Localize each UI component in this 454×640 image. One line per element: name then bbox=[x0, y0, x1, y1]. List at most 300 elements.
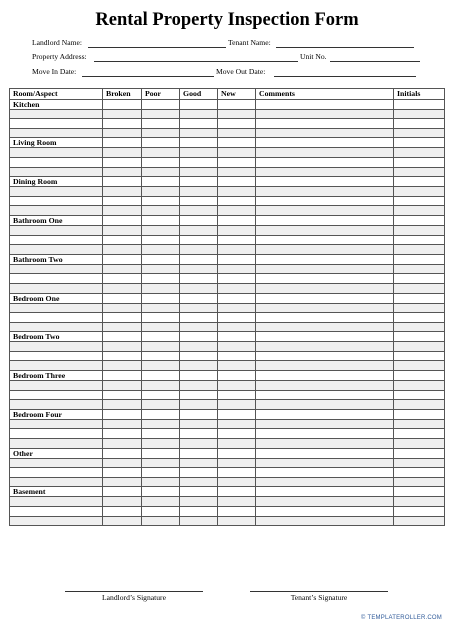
table-cell[interactable] bbox=[103, 264, 142, 274]
landlord-signature-line[interactable] bbox=[65, 591, 203, 602]
table-cell[interactable] bbox=[218, 148, 256, 158]
table-cell[interactable] bbox=[180, 409, 218, 419]
table-cell[interactable] bbox=[180, 138, 218, 148]
table-cell[interactable] bbox=[180, 254, 218, 264]
table-cell[interactable] bbox=[394, 371, 445, 381]
move-out-date-field[interactable] bbox=[216, 67, 265, 79]
table-cell[interactable] bbox=[103, 371, 142, 381]
table-cell[interactable] bbox=[142, 206, 180, 216]
table-cell[interactable] bbox=[103, 516, 142, 526]
table-cell[interactable] bbox=[180, 245, 218, 255]
table-cell[interactable] bbox=[103, 254, 142, 264]
table-cell[interactable] bbox=[103, 313, 142, 323]
table-cell[interactable] bbox=[218, 429, 256, 439]
table-cell[interactable] bbox=[218, 409, 256, 419]
table-cell[interactable] bbox=[103, 400, 142, 410]
table-cell[interactable] bbox=[218, 468, 256, 478]
table-cell[interactable] bbox=[180, 458, 218, 468]
table-cell[interactable] bbox=[218, 303, 256, 313]
table-cell[interactable] bbox=[142, 458, 180, 468]
table-cell[interactable] bbox=[394, 235, 445, 245]
table-cell[interactable] bbox=[394, 487, 445, 497]
table-cell[interactable] bbox=[142, 196, 180, 206]
table-cell[interactable] bbox=[180, 381, 218, 391]
table-cell[interactable] bbox=[256, 187, 394, 197]
table-cell[interactable] bbox=[218, 206, 256, 216]
table-cell[interactable] bbox=[180, 507, 218, 517]
table-cell[interactable] bbox=[394, 157, 445, 167]
table-cell[interactable] bbox=[180, 322, 218, 332]
table-cell[interactable] bbox=[180, 215, 218, 225]
table-cell[interactable] bbox=[142, 187, 180, 197]
table-cell[interactable] bbox=[218, 371, 256, 381]
table-cell[interactable] bbox=[103, 381, 142, 391]
table-cell[interactable] bbox=[218, 264, 256, 274]
table-cell[interactable] bbox=[180, 167, 218, 177]
table-cell[interactable] bbox=[218, 400, 256, 410]
table-cell[interactable] bbox=[218, 477, 256, 487]
move-in-date-field[interactable] bbox=[32, 67, 76, 79]
property-address-field[interactable] bbox=[32, 52, 87, 64]
table-cell[interactable] bbox=[180, 293, 218, 303]
table-cell[interactable] bbox=[218, 235, 256, 245]
table-cell[interactable] bbox=[142, 109, 180, 119]
table-cell[interactable] bbox=[218, 196, 256, 206]
table-cell[interactable] bbox=[218, 381, 256, 391]
table-cell[interactable] bbox=[394, 400, 445, 410]
table-cell[interactable] bbox=[180, 477, 218, 487]
table-cell[interactable] bbox=[256, 177, 394, 187]
table-cell[interactable] bbox=[103, 128, 142, 138]
table-cell[interactable] bbox=[180, 128, 218, 138]
table-cell[interactable] bbox=[256, 274, 394, 284]
table-cell[interactable] bbox=[103, 507, 142, 517]
table-cell[interactable] bbox=[256, 128, 394, 138]
table-cell[interactable] bbox=[10, 477, 103, 487]
table-cell[interactable] bbox=[394, 507, 445, 517]
table-cell[interactable] bbox=[10, 196, 103, 206]
table-cell[interactable] bbox=[180, 400, 218, 410]
table-cell[interactable] bbox=[10, 225, 103, 235]
table-cell[interactable] bbox=[142, 487, 180, 497]
table-cell[interactable] bbox=[103, 429, 142, 439]
table-cell[interactable] bbox=[180, 439, 218, 449]
table-cell[interactable] bbox=[180, 264, 218, 274]
table-cell[interactable] bbox=[394, 342, 445, 352]
table-cell[interactable] bbox=[218, 448, 256, 458]
table-cell[interactable] bbox=[256, 419, 394, 429]
table-cell[interactable] bbox=[10, 390, 103, 400]
table-cell[interactable] bbox=[103, 99, 142, 109]
table-cell[interactable] bbox=[103, 119, 142, 129]
table-cell[interactable] bbox=[142, 371, 180, 381]
table-cell[interactable] bbox=[256, 303, 394, 313]
table-cell[interactable] bbox=[218, 313, 256, 323]
table-cell[interactable] bbox=[180, 448, 218, 458]
table-cell[interactable] bbox=[256, 322, 394, 332]
table-cell[interactable] bbox=[256, 245, 394, 255]
table-cell[interactable] bbox=[10, 400, 103, 410]
table-cell[interactable] bbox=[180, 119, 218, 129]
table-cell[interactable] bbox=[394, 167, 445, 177]
table-cell[interactable] bbox=[103, 303, 142, 313]
table-cell[interactable] bbox=[256, 390, 394, 400]
table-cell[interactable] bbox=[142, 177, 180, 187]
table-cell[interactable] bbox=[142, 381, 180, 391]
table-cell[interactable] bbox=[142, 283, 180, 293]
table-cell[interactable] bbox=[256, 225, 394, 235]
table-cell[interactable] bbox=[142, 342, 180, 352]
table-cell[interactable] bbox=[394, 468, 445, 478]
table-cell[interactable] bbox=[394, 497, 445, 507]
table-cell[interactable] bbox=[218, 245, 256, 255]
table-cell[interactable] bbox=[103, 468, 142, 478]
table-cell[interactable] bbox=[394, 458, 445, 468]
table-cell[interactable] bbox=[180, 361, 218, 371]
table-cell[interactable] bbox=[218, 507, 256, 517]
table-cell[interactable] bbox=[180, 429, 218, 439]
table-cell[interactable] bbox=[218, 497, 256, 507]
table-cell[interactable] bbox=[394, 196, 445, 206]
table-cell[interactable] bbox=[256, 99, 394, 109]
table-cell[interactable] bbox=[180, 235, 218, 245]
table-cell[interactable] bbox=[142, 419, 180, 429]
table-cell[interactable] bbox=[180, 487, 218, 497]
table-cell[interactable] bbox=[103, 351, 142, 361]
table-cell[interactable] bbox=[218, 254, 256, 264]
table-cell[interactable] bbox=[10, 119, 103, 129]
table-cell[interactable] bbox=[218, 128, 256, 138]
table-cell[interactable] bbox=[142, 497, 180, 507]
table-cell[interactable] bbox=[142, 138, 180, 148]
table-cell[interactable] bbox=[10, 187, 103, 197]
table-cell[interactable] bbox=[218, 99, 256, 109]
table-cell[interactable] bbox=[218, 274, 256, 284]
table-cell[interactable] bbox=[103, 177, 142, 187]
table-cell[interactable] bbox=[103, 245, 142, 255]
table-cell[interactable] bbox=[180, 148, 218, 158]
table-cell[interactable] bbox=[103, 225, 142, 235]
table-cell[interactable] bbox=[103, 283, 142, 293]
table-cell[interactable] bbox=[218, 138, 256, 148]
table-cell[interactable] bbox=[180, 274, 218, 284]
table-cell[interactable] bbox=[180, 419, 218, 429]
table-cell[interactable] bbox=[10, 109, 103, 119]
table-cell[interactable] bbox=[10, 429, 103, 439]
table-cell[interactable] bbox=[103, 157, 142, 167]
table-cell[interactable] bbox=[142, 303, 180, 313]
table-cell[interactable] bbox=[142, 225, 180, 235]
table-cell[interactable] bbox=[10, 439, 103, 449]
table-cell[interactable] bbox=[180, 516, 218, 526]
table-cell[interactable] bbox=[10, 468, 103, 478]
table-cell[interactable] bbox=[256, 332, 394, 342]
table-cell[interactable] bbox=[142, 148, 180, 158]
table-cell[interactable] bbox=[142, 351, 180, 361]
table-cell[interactable] bbox=[103, 409, 142, 419]
table-cell[interactable] bbox=[180, 99, 218, 109]
table-cell[interactable] bbox=[256, 439, 394, 449]
table-cell[interactable] bbox=[180, 109, 218, 119]
table-cell[interactable] bbox=[256, 497, 394, 507]
table-cell[interactable] bbox=[180, 332, 218, 342]
table-cell[interactable] bbox=[103, 497, 142, 507]
table-cell[interactable] bbox=[142, 322, 180, 332]
table-cell[interactable] bbox=[142, 332, 180, 342]
table-cell[interactable] bbox=[103, 138, 142, 148]
table-cell[interactable] bbox=[103, 215, 142, 225]
table-cell[interactable] bbox=[394, 351, 445, 361]
table-cell[interactable] bbox=[142, 468, 180, 478]
table-cell[interactable] bbox=[218, 283, 256, 293]
table-cell[interactable] bbox=[142, 448, 180, 458]
table-cell[interactable] bbox=[218, 342, 256, 352]
table-cell[interactable] bbox=[103, 487, 142, 497]
table-cell[interactable] bbox=[218, 109, 256, 119]
table-cell[interactable] bbox=[218, 361, 256, 371]
table-cell[interactable] bbox=[394, 119, 445, 129]
table-cell[interactable] bbox=[142, 157, 180, 167]
table-cell[interactable] bbox=[103, 342, 142, 352]
table-cell[interactable] bbox=[10, 497, 103, 507]
table-cell[interactable] bbox=[180, 468, 218, 478]
table-cell[interactable] bbox=[103, 322, 142, 332]
table-cell[interactable] bbox=[256, 119, 394, 129]
table-cell[interactable] bbox=[103, 332, 142, 342]
table-cell[interactable] bbox=[180, 371, 218, 381]
table-cell[interactable] bbox=[256, 254, 394, 264]
table-cell[interactable] bbox=[142, 119, 180, 129]
table-cell[interactable] bbox=[180, 351, 218, 361]
table-cell[interactable] bbox=[10, 361, 103, 371]
table-cell[interactable] bbox=[10, 264, 103, 274]
table-cell[interactable] bbox=[10, 419, 103, 429]
table-cell[interactable] bbox=[394, 264, 445, 274]
table-cell[interactable] bbox=[10, 148, 103, 158]
table-cell[interactable] bbox=[256, 458, 394, 468]
table-cell[interactable] bbox=[218, 516, 256, 526]
table-cell[interactable] bbox=[142, 254, 180, 264]
table-cell[interactable] bbox=[394, 109, 445, 119]
table-cell[interactable] bbox=[10, 313, 103, 323]
table-cell[interactable] bbox=[218, 157, 256, 167]
table-cell[interactable] bbox=[142, 439, 180, 449]
table-cell[interactable] bbox=[394, 225, 445, 235]
table-cell[interactable] bbox=[394, 128, 445, 138]
table-cell[interactable] bbox=[256, 313, 394, 323]
table-cell[interactable] bbox=[142, 400, 180, 410]
table-cell[interactable] bbox=[394, 390, 445, 400]
table-cell[interactable] bbox=[103, 167, 142, 177]
table-cell[interactable] bbox=[394, 138, 445, 148]
table-cell[interactable] bbox=[256, 109, 394, 119]
table-cell[interactable] bbox=[10, 283, 103, 293]
table-cell[interactable] bbox=[180, 303, 218, 313]
table-cell[interactable] bbox=[103, 293, 142, 303]
table-cell[interactable] bbox=[142, 99, 180, 109]
table-cell[interactable] bbox=[142, 167, 180, 177]
table-cell[interactable] bbox=[256, 448, 394, 458]
table-cell[interactable] bbox=[180, 177, 218, 187]
table-cell[interactable] bbox=[10, 322, 103, 332]
table-cell[interactable] bbox=[142, 235, 180, 245]
table-cell[interactable] bbox=[218, 177, 256, 187]
table-cell[interactable] bbox=[394, 322, 445, 332]
table-cell[interactable] bbox=[142, 477, 180, 487]
table-cell[interactable] bbox=[394, 313, 445, 323]
table-cell[interactable] bbox=[394, 206, 445, 216]
table-cell[interactable] bbox=[394, 187, 445, 197]
table-cell[interactable] bbox=[103, 187, 142, 197]
landlord-name-field[interactable] bbox=[32, 38, 82, 50]
table-cell[interactable] bbox=[256, 235, 394, 245]
table-cell[interactable] bbox=[256, 293, 394, 303]
table-cell[interactable] bbox=[103, 477, 142, 487]
table-cell[interactable] bbox=[218, 439, 256, 449]
table-cell[interactable] bbox=[394, 381, 445, 391]
table-cell[interactable] bbox=[180, 206, 218, 216]
table-cell[interactable] bbox=[394, 99, 445, 109]
table-cell[interactable] bbox=[103, 196, 142, 206]
table-cell[interactable] bbox=[218, 487, 256, 497]
table-cell[interactable] bbox=[10, 351, 103, 361]
table-cell[interactable] bbox=[394, 332, 445, 342]
table-cell[interactable] bbox=[180, 225, 218, 235]
table-cell[interactable] bbox=[218, 458, 256, 468]
table-cell[interactable] bbox=[394, 254, 445, 264]
table-cell[interactable] bbox=[394, 215, 445, 225]
table-cell[interactable] bbox=[142, 507, 180, 517]
table-cell[interactable] bbox=[394, 477, 445, 487]
table-cell[interactable] bbox=[10, 167, 103, 177]
table-cell[interactable] bbox=[103, 361, 142, 371]
table-cell[interactable] bbox=[180, 497, 218, 507]
table-cell[interactable] bbox=[256, 215, 394, 225]
table-cell[interactable] bbox=[142, 409, 180, 419]
table-cell[interactable] bbox=[180, 342, 218, 352]
table-cell[interactable] bbox=[103, 235, 142, 245]
table-cell[interactable] bbox=[142, 361, 180, 371]
table-cell[interactable] bbox=[180, 283, 218, 293]
table-cell[interactable] bbox=[10, 516, 103, 526]
table-cell[interactable] bbox=[394, 439, 445, 449]
table-cell[interactable] bbox=[256, 507, 394, 517]
table-cell[interactable] bbox=[218, 215, 256, 225]
table-cell[interactable] bbox=[142, 390, 180, 400]
table-cell[interactable] bbox=[142, 215, 180, 225]
table-cell[interactable] bbox=[10, 157, 103, 167]
table-cell[interactable] bbox=[218, 187, 256, 197]
table-cell[interactable] bbox=[394, 148, 445, 158]
table-cell[interactable] bbox=[142, 274, 180, 284]
table-cell[interactable] bbox=[10, 128, 103, 138]
table-cell[interactable] bbox=[180, 187, 218, 197]
table-cell[interactable] bbox=[10, 206, 103, 216]
table-cell[interactable] bbox=[256, 157, 394, 167]
tenant-name-field[interactable] bbox=[228, 38, 271, 50]
table-cell[interactable] bbox=[256, 477, 394, 487]
table-cell[interactable] bbox=[180, 313, 218, 323]
table-cell[interactable] bbox=[142, 429, 180, 439]
unit-no-field[interactable] bbox=[300, 52, 327, 64]
table-cell[interactable] bbox=[394, 516, 445, 526]
table-cell[interactable] bbox=[256, 148, 394, 158]
table-cell[interactable] bbox=[394, 429, 445, 439]
table-cell[interactable] bbox=[218, 390, 256, 400]
table-cell[interactable] bbox=[256, 283, 394, 293]
table-cell[interactable] bbox=[142, 293, 180, 303]
table-cell[interactable] bbox=[10, 507, 103, 517]
table-cell[interactable] bbox=[103, 148, 142, 158]
table-cell[interactable] bbox=[394, 274, 445, 284]
table-cell[interactable] bbox=[103, 419, 142, 429]
table-cell[interactable] bbox=[256, 516, 394, 526]
table-cell[interactable] bbox=[103, 274, 142, 284]
table-cell[interactable] bbox=[180, 157, 218, 167]
table-cell[interactable] bbox=[256, 371, 394, 381]
table-cell[interactable] bbox=[10, 381, 103, 391]
table-cell[interactable] bbox=[256, 400, 394, 410]
table-cell[interactable] bbox=[394, 177, 445, 187]
table-cell[interactable] bbox=[142, 264, 180, 274]
table-cell[interactable] bbox=[142, 313, 180, 323]
table-cell[interactable] bbox=[218, 293, 256, 303]
table-cell[interactable] bbox=[10, 274, 103, 284]
table-cell[interactable] bbox=[256, 196, 394, 206]
table-cell[interactable] bbox=[394, 303, 445, 313]
table-cell[interactable] bbox=[256, 206, 394, 216]
table-cell[interactable] bbox=[394, 283, 445, 293]
table-cell[interactable] bbox=[103, 109, 142, 119]
table-cell[interactable] bbox=[142, 516, 180, 526]
table-cell[interactable] bbox=[394, 419, 445, 429]
tenant-signature-line[interactable] bbox=[250, 591, 388, 602]
table-cell[interactable] bbox=[256, 264, 394, 274]
table-cell[interactable] bbox=[218, 332, 256, 342]
table-cell[interactable] bbox=[256, 409, 394, 419]
table-cell[interactable] bbox=[218, 119, 256, 129]
table-cell[interactable] bbox=[256, 361, 394, 371]
table-cell[interactable] bbox=[256, 342, 394, 352]
table-cell[interactable] bbox=[394, 448, 445, 458]
table-cell[interactable] bbox=[10, 245, 103, 255]
table-cell[interactable] bbox=[142, 245, 180, 255]
table-cell[interactable] bbox=[256, 381, 394, 391]
table-cell[interactable] bbox=[10, 303, 103, 313]
table-cell[interactable] bbox=[256, 351, 394, 361]
table-cell[interactable] bbox=[103, 390, 142, 400]
table-cell[interactable] bbox=[142, 128, 180, 138]
table-cell[interactable] bbox=[256, 487, 394, 497]
table-cell[interactable] bbox=[180, 196, 218, 206]
table-cell[interactable] bbox=[218, 167, 256, 177]
table-cell[interactable] bbox=[256, 167, 394, 177]
table-cell[interactable] bbox=[394, 293, 445, 303]
table-cell[interactable] bbox=[394, 361, 445, 371]
table-cell[interactable] bbox=[103, 448, 142, 458]
table-cell[interactable] bbox=[394, 409, 445, 419]
table-cell[interactable] bbox=[218, 419, 256, 429]
table-cell[interactable] bbox=[218, 225, 256, 235]
table-cell[interactable] bbox=[103, 439, 142, 449]
table-cell[interactable] bbox=[256, 468, 394, 478]
table-cell[interactable] bbox=[103, 458, 142, 468]
table-cell[interactable] bbox=[218, 351, 256, 361]
table-cell[interactable] bbox=[256, 138, 394, 148]
table-cell[interactable] bbox=[394, 245, 445, 255]
table-cell[interactable] bbox=[10, 458, 103, 468]
table-cell[interactable] bbox=[10, 342, 103, 352]
